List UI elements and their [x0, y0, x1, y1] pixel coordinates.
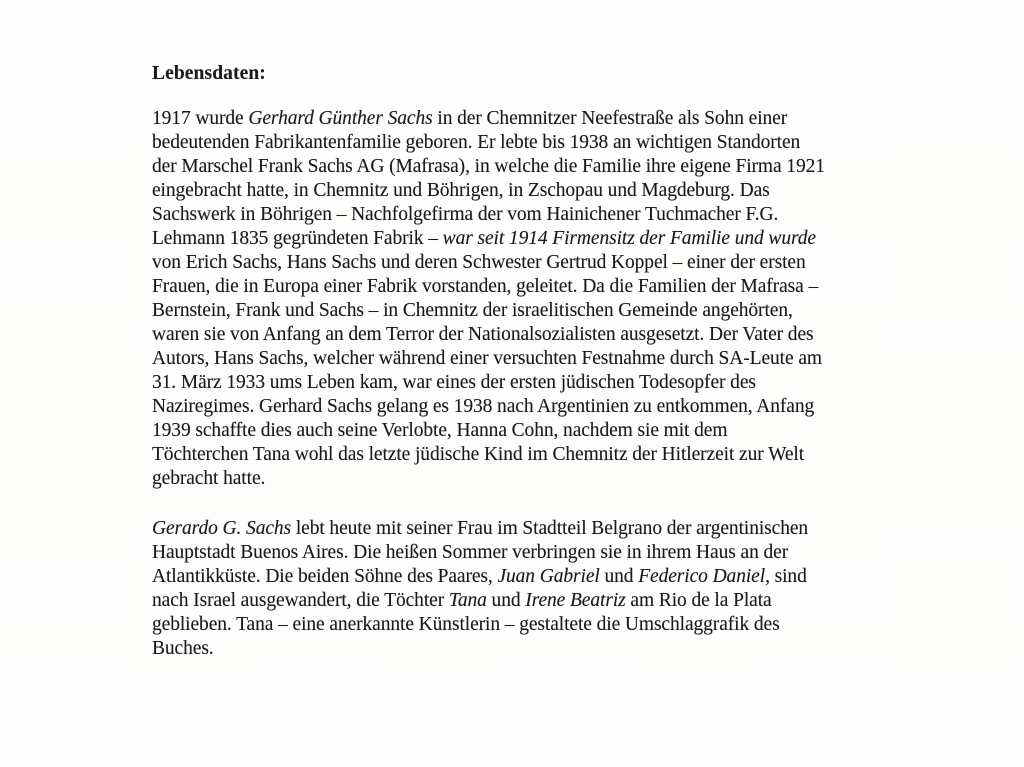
- text-line: [152, 443, 912, 467]
- text-line: [152, 131, 912, 155]
- text-line: [152, 203, 912, 227]
- text-line: [152, 323, 912, 347]
- text-line: [152, 155, 912, 179]
- text-run: Töchterchen Tana wohl das letzte jüdische Kind im Chemnitz der Hitlerzeit zur Welt: [152, 444, 805, 465]
- text-line: [152, 419, 912, 443]
- text-run: Atlantikküste. Die beiden Söhne des Paares,: [152, 566, 498, 587]
- italic-text-run: Juan Gabriel: [497, 566, 600, 587]
- text-line: [152, 347, 912, 371]
- document-heading: Lebensdaten:: [152, 63, 266, 84]
- text-run: bedeutenden Fabrikantenfamilie geboren. Er lebte bis 1938 an wichtigen Standorten: [152, 132, 801, 153]
- text-line: [152, 589, 912, 613]
- text-line: [152, 541, 912, 565]
- text-line: [152, 371, 912, 395]
- text-line: [152, 179, 912, 203]
- document-text-block: [152, 62, 912, 661]
- text-run: am Rio de la Plata: [625, 590, 772, 611]
- text-run: Frauen, die in Europa einer Fabrik vorstanden, geleitet. Da die Familien der Mafrasa –: [152, 276, 819, 297]
- paragraph: [152, 107, 912, 491]
- text-run: Autors, Hans Sachs, welcher während einer versuchten Festnahme durch SA-Leute am: [152, 348, 822, 369]
- text-line: [152, 517, 912, 541]
- text-line: [152, 227, 912, 251]
- text-line: [152, 467, 912, 491]
- text-run: von Erich Sachs, Hans Sachs und deren Schwester Gertrud Koppel – einer der ersten: [152, 252, 806, 273]
- text-run: 1917 wurde: [152, 108, 249, 129]
- text-run: und: [599, 566, 639, 587]
- text-run: Hauptstadt Buenos Aires. Die heißen Sommer verbringen sie in ihrem Haus an der: [152, 542, 789, 563]
- text-run: Sachswerk in Böhrigen – Nachfolgefirma der vom Hainichener Tuchmacher F.G.: [152, 204, 779, 225]
- text-line: [152, 613, 912, 637]
- italic-text-run: war seit 1914 Firmensitz der Familie und wurde: [442, 228, 816, 249]
- paragraph: [152, 517, 912, 661]
- text-line: [152, 107, 912, 131]
- text-line: [152, 275, 912, 299]
- italic-text-run: Federico Daniel: [638, 566, 766, 587]
- text-line: [152, 299, 912, 323]
- text-run: Naziregimes. Gerhard Sachs gelang es 1938 nach Argentinien zu entkommen, Anfang: [152, 396, 815, 417]
- text-run: nach Israel ausgewandert, die Töchter: [152, 590, 449, 611]
- text-run: 1939 schaffte dies auch seine Verlobte, Hanna Cohn, nachdem sie mit dem: [152, 420, 728, 441]
- document-body: [152, 107, 912, 661]
- text-run: geblieben. Tana – eine anerkannte Künstlerin – gestaltete die Umschlaggrafik des: [152, 614, 780, 635]
- text-line: [152, 637, 912, 661]
- text-run: waren sie von Anfang an dem Terror der Nationalsozialisten ausgesetzt. Der Vater des: [152, 324, 814, 345]
- text-line: [152, 395, 912, 419]
- text-run: Buches.: [152, 638, 214, 659]
- text-run: , sind: [765, 566, 807, 587]
- italic-text-run: Gerhard Günther Sachs: [248, 108, 433, 129]
- text-run: der Marschel Frank Sachs AG (Mafrasa), in welche die Familie ihre eigene Firma 1921: [152, 156, 825, 177]
- text-run: Bernstein, Frank und Sachs – in Chemnitz der israelitischen Gemeinde angehörten,: [152, 300, 793, 321]
- text-run: und: [486, 590, 526, 611]
- italic-text-run: Tana: [448, 590, 487, 611]
- italic-text-run: Gerardo G. Sachs: [152, 518, 292, 539]
- italic-text-run: Irene Beatriz: [525, 590, 626, 611]
- text-run: 31. März 1933 ums Leben kam, war eines der ersten jüdischen Todesopfer des: [152, 372, 756, 393]
- text-line: [152, 565, 912, 589]
- text-run: in der Chemnitzer Neefestraße als Sohn einer: [432, 108, 788, 129]
- text-run: gebracht hatte.: [152, 468, 266, 489]
- text-run: eingebracht hatte, in Chemnitz und Böhrigen, in Zschopau und Magdeburg. Das: [152, 180, 770, 201]
- text-line: [152, 251, 912, 275]
- text-run: Lehmann 1835 gegründeten Fabrik –: [152, 228, 443, 249]
- text-run: lebt heute mit seiner Frau im Stadtteil Belgrano der argentinischen: [291, 518, 809, 539]
